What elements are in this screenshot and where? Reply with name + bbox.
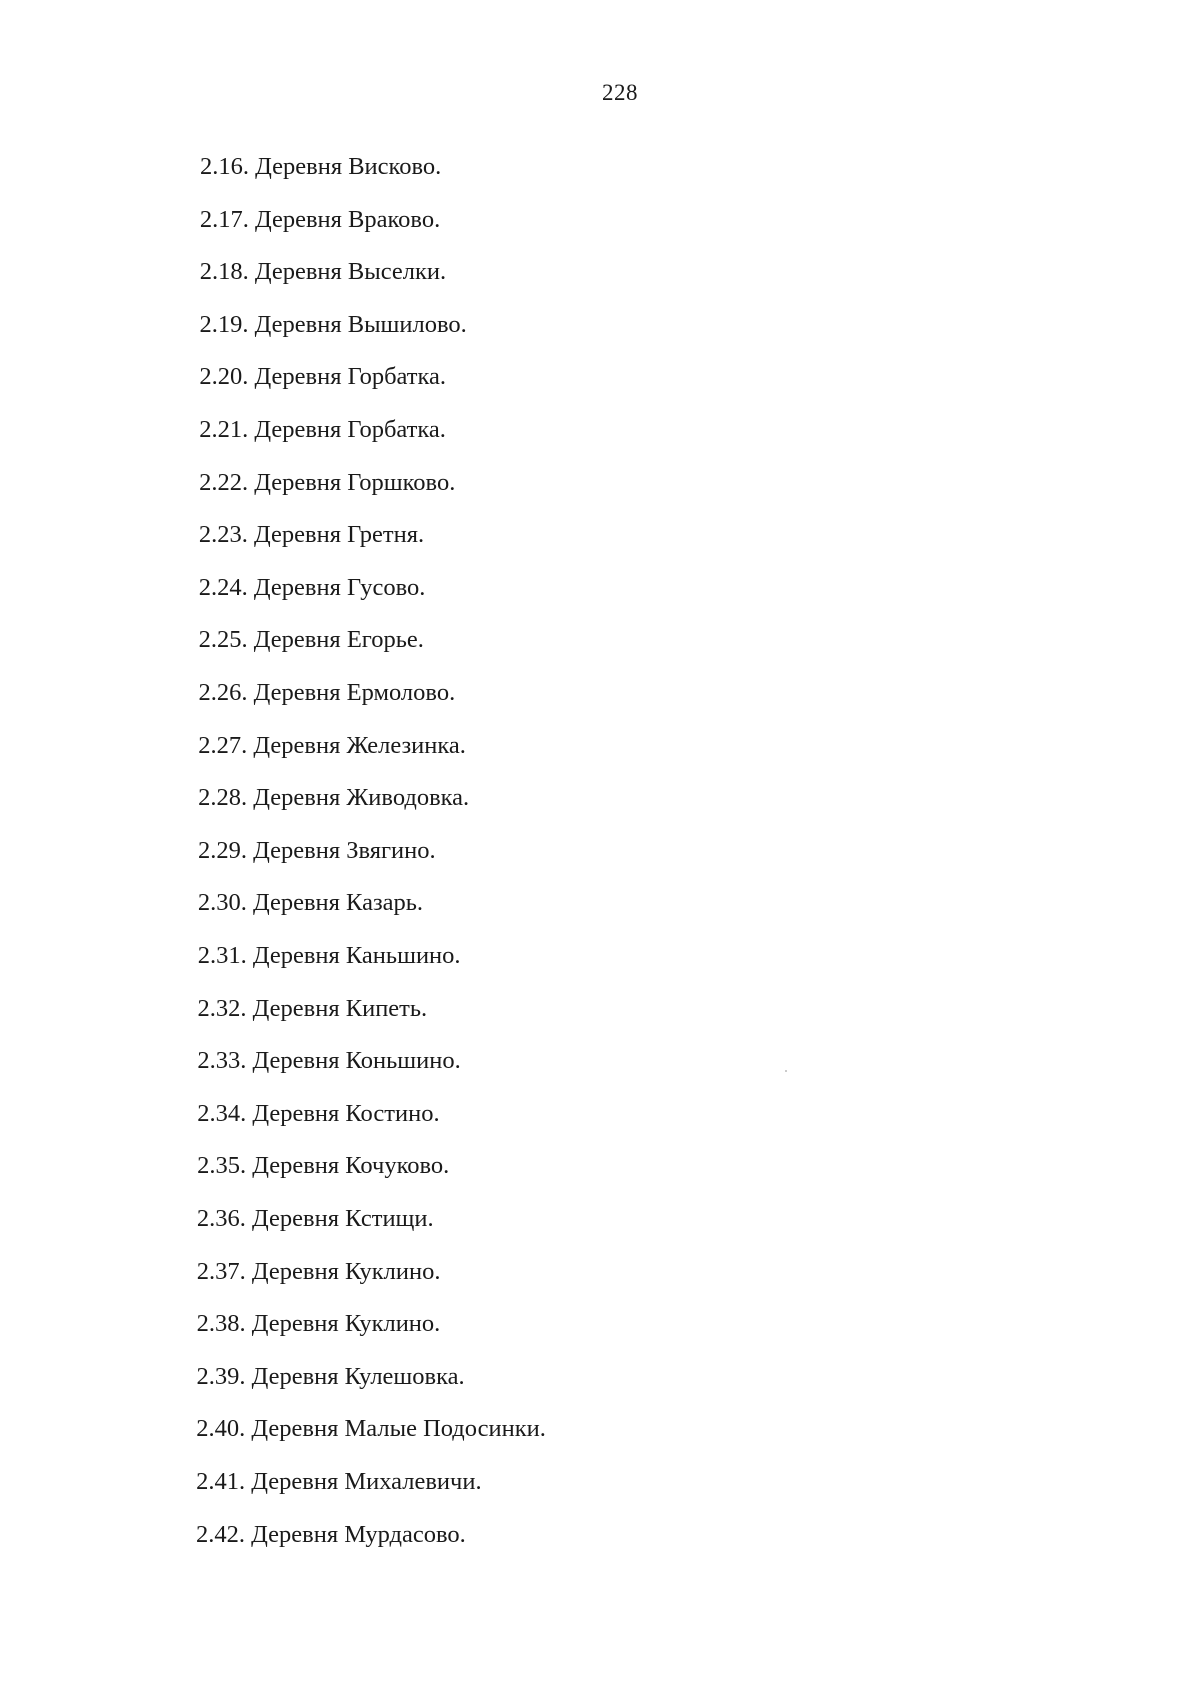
- list-item: 2.29. Деревня Звягино.: [198, 836, 436, 864]
- list-item: 2.40. Деревня Малые Подосинки.: [196, 1415, 546, 1443]
- list-item: 2.35. Деревня Кочуково.: [197, 1152, 450, 1180]
- list-item: 2.24. Деревня Гусово.: [198, 573, 426, 601]
- list-item: 2.32. Деревня Кипеть.: [197, 994, 428, 1022]
- list-item: 2.22. Деревня Горшково.: [199, 468, 456, 496]
- list-item: 2.18. Деревня Выселки.: [199, 258, 447, 286]
- list-item: 2.33. Деревня Коньшино.: [197, 1047, 461, 1075]
- list-item: 2.19. Деревня Вышилово.: [199, 310, 467, 338]
- list-item: 2.21. Деревня Горбатка.: [199, 416, 446, 443]
- list-item: 2.34. Деревня Костино.: [197, 1099, 440, 1127]
- list-item: 2.27. Деревня Железинка.: [198, 731, 466, 759]
- list-item: 2.37. Деревня Куклино.: [196, 1257, 441, 1285]
- list-item: 2.39. Деревня Кулешовка.: [196, 1362, 465, 1390]
- scan-speck: [785, 1070, 787, 1072]
- list-item: 2.16. Деревня Висково.: [200, 153, 442, 180]
- list-item: 2.38. Деревня Куклино.: [196, 1310, 441, 1338]
- list-item: 2.26. Деревня Ермолово.: [198, 679, 456, 706]
- list-item: 2.28. Деревня Живодовка.: [198, 784, 470, 812]
- list-item: 2.20. Деревня Горбатка.: [199, 363, 447, 391]
- list-item: 2.23. Деревня Гретня.: [198, 521, 425, 549]
- list-item: 2.30. Деревня Казарь.: [197, 889, 424, 917]
- list-item: 2.17. Деревня Враково.: [199, 205, 441, 233]
- list-item: 2.31. Деревня Каньшино.: [197, 942, 461, 969]
- list-item: 2.25. Деревня Егорье.: [198, 626, 424, 654]
- list-item: 2.36. Деревня Кстищи.: [196, 1205, 434, 1232]
- list-item: 2.41. Деревня Михалевичи.: [196, 1468, 482, 1495]
- list-item: 2.42. Деревня Мурдасово.: [196, 1520, 466, 1548]
- page-number: 228: [602, 80, 638, 105]
